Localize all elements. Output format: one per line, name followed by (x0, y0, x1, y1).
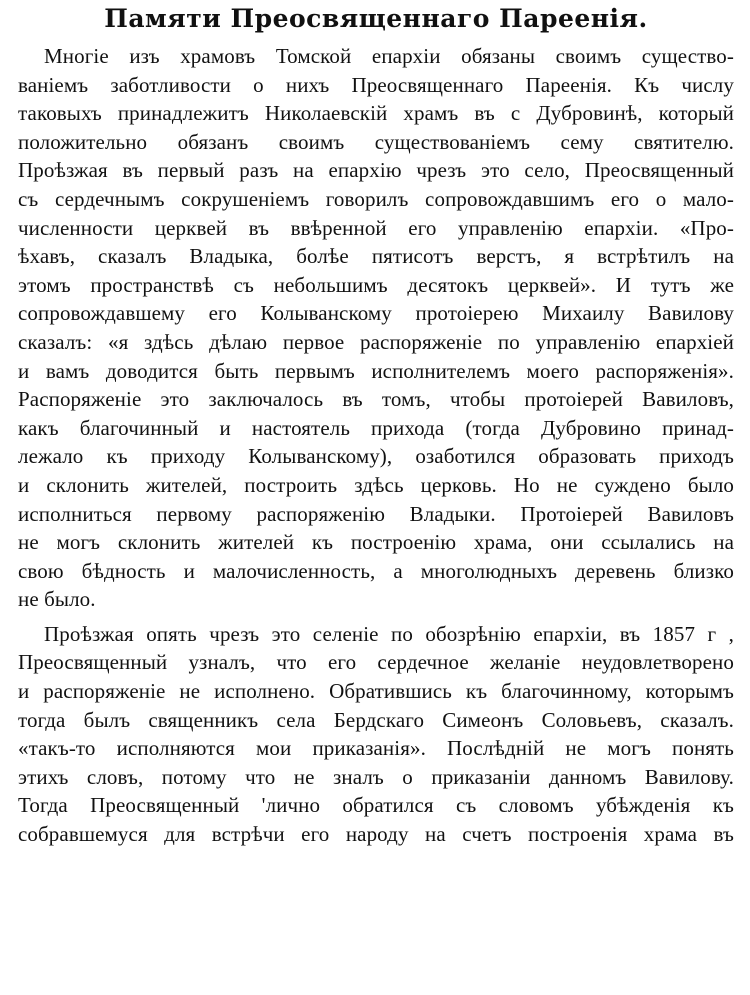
text-line: этомъ пространствѣ съ небольшимъ десятокъ церквей». И тутъ же (18, 272, 734, 297)
document-page (18, 4, 734, 849)
text-line: исполниться первому распоряженію Владыки. Протоіерей Вавиловъ (18, 501, 734, 526)
text-line: собравшемуся для встрѣчи его народу на счетъ построенія храма въ (18, 822, 734, 847)
text-line: не могъ склонить жителей къ построенію храма, они ссылались на (18, 530, 734, 555)
text-line: Проѣзжая опять чрезъ это селеніе по обозрѣнію епархіи, въ 1857 г , (44, 621, 734, 646)
text-line: Распоряженіе это заключалось въ томъ, чтобы протоіерей Вавиловъ, (18, 387, 734, 412)
text-line: сопровождавшему его Колыванскому протоіерею Михаилу Вавилову (18, 301, 734, 326)
text-line: свою бѣдность и малочисленность, а многолюдныхъ деревень близко (18, 558, 734, 583)
text-line: Проѣзжая въ первый разъ на епархію чрезъ это село, Преосвященный (18, 158, 734, 183)
text-line: Преосвященный узналъ, что его сердечное желаніе неудовлетворено (18, 650, 734, 675)
text-line: тогда былъ священникъ села Бердскаго Симеонъ Соловьевъ, сказалъ. (18, 707, 734, 732)
paragraph-1 (18, 42, 734, 614)
text-line: съ сердечнымъ сокрушеніемъ говорилъ сопровождавшимъ его о мало- (18, 186, 734, 211)
text-line: Тогда Преосвященный 'лично обратился съ словомъ убѣжденія къ (18, 793, 734, 818)
text-line: лежало къ приходу Колыванскому), озаботился образовать приходъ (18, 444, 734, 469)
text-line: этихъ словъ, потому что не зналъ о приказаніи данномъ Вавилову. (18, 764, 734, 789)
text-line: ваніемъ заботливости о нихъ Преосвященнаго Пареенія. Къ числу (18, 72, 734, 97)
article-title: Памяти Преосвященнаго Пареенія. (104, 4, 648, 33)
text-line: таковыхъ принадлежитъ Николаевскій храмъ въ с Дубровинѣ, который (18, 101, 734, 126)
text-line: ѣхавъ, сказалъ Владыка, болѣе пятисотъ верстъ, я встрѣтилъ на (18, 244, 734, 269)
text-line: какъ благочинный и настоятель прихода (тогда Дубровино принад- (18, 415, 734, 440)
text-line: «такъ-то исполняются мои приказанія». Послѣдній не могъ понять (18, 736, 734, 761)
text-line: численности церквей въ ввѣренной его управленію епархіи. «Про- (18, 215, 734, 240)
paragraph-2 (18, 620, 734, 849)
text-line: положительно обязанъ своимъ существованіемъ сему святителю. (18, 129, 734, 154)
text-line: не было. (18, 587, 96, 612)
text-line: и распоряженіе не исполнено. Обратившись къ благочинному, которымъ (18, 679, 734, 704)
text-line: Многіе изъ храмовъ Томской епархіи обязаны своимъ существо- (44, 44, 734, 68)
text-line: сказалъ: «я здѣсь дѣлаю первое распоряженіе по управленію епархіей (18, 329, 734, 354)
text-line: и склонить жителей, построить здѣсь церковь. Но не суждено было (18, 472, 734, 497)
text-line: и вамъ доводится быть первымъ исполнителемъ моего распоряженія». (18, 358, 734, 383)
